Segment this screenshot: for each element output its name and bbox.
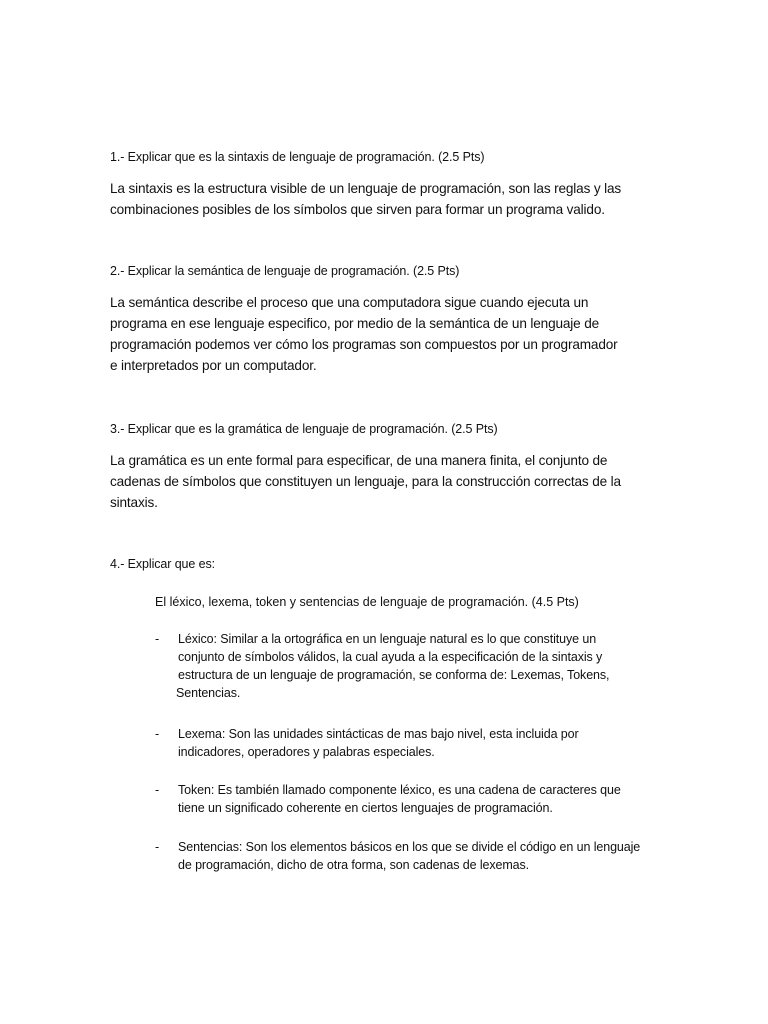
- question-2-title: 2.- Explicar la semántica de lenguaje de programación. (2.5 Pts): [110, 264, 460, 278]
- list-item-line: tiene un significado coherente en ciertos lenguajes de programación.: [178, 801, 553, 815]
- list-item-line: Token: Es también llamado componente léxico, es una cadena de caracteres que: [178, 783, 621, 797]
- list-item-line: indicadores, operadores y palabras especiales.: [178, 745, 435, 759]
- answer-3-line: sintaxis.: [110, 495, 158, 510]
- answer-1: [110, 178, 670, 220]
- list-dash: -: [155, 727, 160, 741]
- list-dash: -: [155, 632, 160, 646]
- question-4-subtitle: El léxico, lexema, token y sentencias de lenguaje de programación. (4.5 Pts): [155, 595, 579, 609]
- list-dash: -: [155, 840, 160, 854]
- answer-2-line: e interpretados por un computador.: [110, 358, 317, 373]
- answer-3: [110, 450, 670, 513]
- list-item-line: estructura de un lenguaje de programación, se conforma de: Lexemas, Tokens,: [178, 668, 610, 682]
- answer-2-line: programa en ese lenguaje especifico, por medio de la semántica de un lenguaje de: [110, 316, 600, 331]
- answer-2-line: programación podemos ver cómo los programas son compuestos por un programador: [110, 337, 618, 352]
- question-4-title: 4.- Explicar que es:: [110, 557, 215, 571]
- answer-2: [110, 292, 670, 376]
- answer-1-line: La sintaxis es la estructura visible de un lenguaje de programación, son las reglas y las: [110, 181, 622, 196]
- answer-3-line: La gramática es un ente formal para especificar, de una manera finita, el conjunto de: [110, 453, 608, 468]
- list-item-line: Lexema: Son las unidades sintácticas de mas bajo nivel, esta incluida por: [178, 727, 579, 741]
- list-item-line: Léxico: Similar a la ortográfica en un lenguaje natural es lo que constituye un: [178, 632, 597, 646]
- answer-2-line: La semántica describe el proceso que una computadora sigue cuando ejecuta un: [110, 295, 589, 310]
- question-1-title: 1.- Explicar que es la sintaxis de lenguaje de programación. (2.5 Pts): [110, 150, 485, 164]
- list-item-line: conjunto de símbolos válidos, la cual ayuda a la especificación de la sintaxis y: [178, 650, 603, 664]
- list-item-line: de programación, dicho de otra forma, son cadenas de lexemas.: [178, 858, 530, 872]
- list-item-line: Sentencias.: [176, 686, 241, 700]
- list-item-line: Sentencias: Son los elementos básicos en los que se divide el código en un lenguaje: [178, 840, 641, 854]
- answer-1-line: combinaciones posibles de los símbolos que sirven para formar un programa valido.: [110, 202, 605, 217]
- question-3-title: 3.- Explicar que es la gramática de lenguaje de programación. (2.5 Pts): [110, 422, 498, 436]
- list-dash: -: [155, 783, 160, 797]
- answer-3-line: cadenas de símbolos que constituyen un lenguaje, para la construcción correctas de la: [110, 474, 621, 489]
